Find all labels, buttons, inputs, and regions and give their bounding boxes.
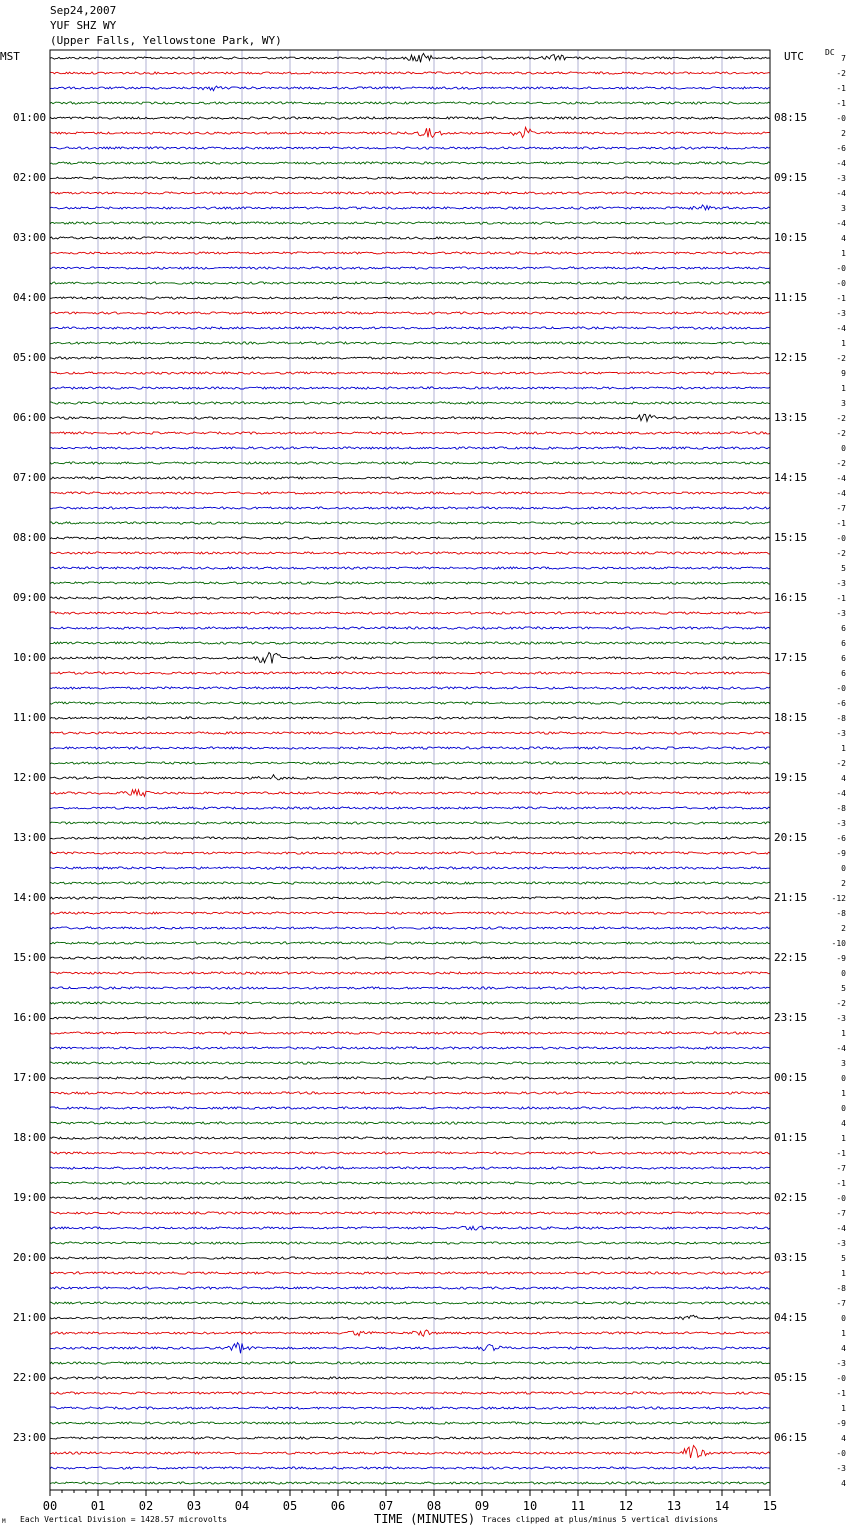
trace-line (50, 297, 770, 299)
dc-offset-label: 7 (841, 54, 846, 63)
left-hour-label: 05:00 (13, 351, 47, 364)
trace-line (50, 627, 770, 629)
trace-line (50, 822, 770, 824)
dc-offset-label: 4 (841, 234, 846, 243)
dc-offset-label: -3 (836, 309, 846, 318)
trace-line (50, 1197, 770, 1199)
dc-offset-label: 1 (841, 1269, 846, 1278)
trace-line (50, 1467, 770, 1469)
dc-offset-label: -1 (836, 84, 846, 93)
x-axis (43, 1490, 777, 1513)
dc-offset-label: -1 (836, 294, 846, 303)
dc-offset-label: 3 (841, 1059, 846, 1068)
dc-offset-label: -6 (836, 834, 846, 843)
right-hour-label: 19:15 (774, 771, 808, 784)
dc-offset-label: -8 (836, 909, 846, 918)
dc-offset-label: -1 (836, 1149, 846, 1158)
trace-line (50, 1287, 770, 1289)
dc-offset-label: -7 (836, 1299, 846, 1308)
trace-line (50, 1167, 770, 1169)
right-hour-label: 15:15 (774, 531, 808, 544)
left-timezone-label: MST (0, 50, 20, 63)
trace-line (50, 432, 770, 434)
trace-line (50, 687, 770, 689)
x-tick-label: 04 (234, 1499, 250, 1513)
x-tick-label: 05 (282, 1499, 298, 1513)
x-tick-label: 13 (666, 1499, 682, 1513)
trace-line (50, 582, 770, 584)
dc-offset-label: -3 (836, 609, 846, 618)
vertical-division-note: Each Vertical Division = 1428.57 microvolts (20, 1515, 228, 1524)
trace-line (50, 53, 770, 62)
dc-offset-label: -2 (836, 759, 846, 768)
trace-line (50, 897, 770, 899)
x-tick-label: 01 (90, 1499, 106, 1513)
right-hour-label: 00:15 (774, 1071, 808, 1084)
right-hour-label: 01:15 (774, 1131, 808, 1144)
x-tick-label: 09 (474, 1499, 490, 1513)
trace-line (50, 1137, 770, 1139)
dc-offset-label: 4 (841, 1479, 846, 1488)
trace-line (50, 1330, 770, 1336)
station-location: (Upper Falls, Yellowstone Park, WY) (50, 34, 282, 47)
right-hour-label: 03:15 (774, 1251, 808, 1264)
dc-offset-label: -9 (836, 849, 846, 858)
trace-line (50, 147, 770, 149)
trace-line (50, 1002, 770, 1004)
trace-line (50, 552, 770, 554)
trace-line (50, 747, 770, 749)
trace-line (50, 507, 770, 509)
dc-offset-label: 1 (841, 1404, 846, 1413)
dc-offset-label: -4 (836, 189, 846, 198)
dc-offset-label: 0 (841, 444, 846, 453)
trace-line (50, 597, 770, 599)
left-hour-label: 09:00 (13, 591, 47, 604)
trace-line (50, 537, 770, 539)
dc-offset-label: 3 (841, 399, 846, 408)
trace-line (50, 1047, 770, 1049)
x-tick-label: 07 (378, 1499, 394, 1513)
trace-line (50, 1302, 770, 1304)
dc-offset-label: -8 (836, 714, 846, 723)
right-hour-label: 12:15 (774, 351, 808, 364)
dc-offset-label: -9 (836, 1419, 846, 1428)
dc-offset-label: -8 (836, 1284, 846, 1293)
dc-offset-label: -7 (836, 1164, 846, 1173)
trace-line (50, 414, 770, 421)
trace-line (50, 267, 770, 269)
x-tick-label: 12 (618, 1499, 634, 1513)
trace-line (50, 177, 770, 179)
right-hour-label: 16:15 (774, 591, 808, 604)
trace-line (50, 327, 770, 329)
trace-line (50, 1422, 770, 1424)
trace-line (50, 1257, 770, 1259)
dc-offset-label: 4 (841, 774, 846, 783)
right-hour-label: 18:15 (774, 711, 808, 724)
dc-offset-label: -4 (836, 789, 846, 798)
trace-line (50, 1392, 770, 1394)
dc-offset-label: -4 (836, 159, 846, 168)
dc-offset-label: -0 (836, 534, 846, 543)
right-hour-label: 20:15 (774, 831, 808, 844)
trace-line (50, 1077, 770, 1079)
trace-line (50, 567, 770, 569)
trace-line (50, 987, 770, 989)
dc-offset-label: 5 (841, 564, 846, 573)
trace-line (50, 672, 770, 674)
left-hour-label: 01:00 (13, 111, 47, 124)
x-tick-label: 15 (762, 1499, 778, 1513)
dc-offset-label: 5 (841, 1254, 846, 1263)
dc-offset-label: -3 (836, 729, 846, 738)
trace-line (50, 652, 770, 663)
dc-offset-label: 1 (841, 1134, 846, 1143)
dc-offset-label: 2 (841, 879, 846, 888)
dc-offset-label: -6 (836, 699, 846, 708)
left-hour-label: 16:00 (13, 1011, 47, 1024)
trace-line (50, 1362, 770, 1364)
right-hour-label: 08:15 (774, 111, 808, 124)
dc-offset-header: DC (825, 48, 835, 57)
trace-line (50, 775, 770, 780)
trace-line (50, 942, 770, 944)
trace-line (50, 447, 770, 449)
trace-line (50, 612, 770, 614)
trace-line (50, 1092, 770, 1094)
trace-line (50, 1242, 770, 1244)
dc-offset-label: 0 (841, 1104, 846, 1113)
dc-offset-label: 6 (841, 654, 846, 663)
left-hour-label: 12:00 (13, 771, 47, 784)
dc-offset-label: 0 (841, 1074, 846, 1083)
dc-offset-label: 5 (841, 984, 846, 993)
trace-line (50, 102, 770, 104)
trace-line (50, 1212, 770, 1214)
trace-line (50, 927, 770, 929)
trace-line (50, 127, 770, 137)
dc-offset-label: 4 (841, 1344, 846, 1353)
dc-offset-label: -3 (836, 1014, 846, 1023)
left-hour-label: 17:00 (13, 1071, 47, 1084)
trace-line (50, 72, 770, 74)
dc-offset-label: -7 (836, 1209, 846, 1218)
right-hour-label: 23:15 (774, 1011, 808, 1024)
trace-line (50, 1226, 770, 1230)
dc-offset-label: -3 (836, 579, 846, 588)
left-hour-label: 04:00 (13, 291, 47, 304)
trace-line (50, 1032, 770, 1034)
left-hour-label: 10:00 (13, 651, 47, 664)
minute-gridlines (98, 50, 722, 1490)
left-hour-label: 13:00 (13, 831, 47, 844)
trace-line (50, 222, 770, 224)
dc-offset-label: 1 (841, 744, 846, 753)
dc-offset-label: -1 (836, 1389, 846, 1398)
trace-line (50, 162, 770, 164)
dc-offset-label: -4 (836, 489, 846, 498)
trace-line (50, 1062, 770, 1064)
trace-line (50, 762, 770, 764)
trace-line (50, 912, 770, 914)
dc-offset-label: 1 (841, 1029, 846, 1038)
trace-line (50, 462, 770, 464)
x-tick-label: 08 (426, 1499, 442, 1513)
right-hour-label: 22:15 (774, 951, 808, 964)
dc-offset-label: -3 (836, 174, 846, 183)
left-hour-label: 20:00 (13, 1251, 47, 1264)
trace-line (50, 1017, 770, 1019)
dc-offset-label: -6 (836, 144, 846, 153)
dc-offset-label: 6 (841, 624, 846, 633)
seismic-traces (50, 53, 770, 1484)
trace-line (50, 837, 770, 839)
trace-line (50, 357, 770, 359)
dc-offset-label: 0 (841, 1314, 846, 1323)
trace-line (50, 1437, 770, 1439)
left-hour-label: 11:00 (13, 711, 47, 724)
dc-offset-label: -0 (836, 114, 846, 123)
dc-offset-label: -2 (836, 69, 846, 78)
right-hour-label: 04:15 (774, 1311, 808, 1324)
trace-line (50, 957, 770, 959)
dc-offset-label: 2 (841, 924, 846, 933)
left-hour-label: 18:00 (13, 1131, 47, 1144)
dc-offset-label: -2 (836, 429, 846, 438)
x-tick-label: 02 (138, 1499, 154, 1513)
dc-offset-label: -10 (831, 939, 846, 948)
dc-offset-label: 1 (841, 384, 846, 393)
trace-line (50, 342, 770, 344)
trace-line (50, 732, 770, 734)
trace-line (50, 372, 770, 374)
trace-line (50, 972, 770, 974)
dc-offset-label: -1 (836, 1179, 846, 1188)
trace-line (50, 702, 770, 704)
trace-line (50, 1482, 770, 1484)
trace-line (50, 852, 770, 854)
trace-line (50, 1152, 770, 1154)
dc-offset-label: -0 (836, 1449, 846, 1458)
x-tick-label: 10 (522, 1499, 538, 1513)
trace-line (50, 1446, 770, 1459)
dc-offset-label: -2 (836, 999, 846, 1008)
dc-offset-label: 4 (841, 1119, 846, 1128)
trace-line (50, 237, 770, 239)
dc-offset-label: -4 (836, 1224, 846, 1233)
trace-line (50, 252, 770, 254)
right-timezone-label: UTC (784, 50, 804, 63)
trace-line (50, 86, 770, 91)
dc-offset-label: 1 (841, 1329, 846, 1338)
dc-offset-label: -4 (836, 474, 846, 483)
trace-line (50, 312, 770, 314)
dc-offset-label: -2 (836, 549, 846, 558)
clipping-note: Traces clipped at plus/minus 5 vertical divisions (482, 1515, 719, 1524)
right-hour-label: 17:15 (774, 651, 808, 664)
dc-offset-label: -2 (836, 414, 846, 423)
station-code: YUF SHZ WY (50, 19, 117, 32)
right-hour-label: 06:15 (774, 1431, 808, 1444)
dc-offset-label: -0 (836, 1374, 846, 1383)
right-hour-label: 14:15 (774, 471, 808, 484)
dc-offset-label: -2 (836, 354, 846, 363)
left-hour-label: 03:00 (13, 231, 47, 244)
dc-offset-label: 9 (841, 369, 846, 378)
dc-offset-label: 6 (841, 639, 846, 648)
x-tick-label: 11 (570, 1499, 586, 1513)
trace-line (50, 282, 770, 284)
dc-offset-label: -3 (836, 819, 846, 828)
trace-line (50, 205, 770, 210)
dc-offset-label: -3 (836, 1464, 846, 1473)
x-tick-label: 00 (42, 1499, 58, 1513)
dc-offset-label: -0 (836, 264, 846, 273)
trace-line (50, 1407, 770, 1409)
dc-offset-label: -4 (836, 324, 846, 333)
dc-offset-label: 0 (841, 864, 846, 873)
dc-offset-label: -0 (836, 684, 846, 693)
trace-line (50, 1272, 770, 1274)
dc-offset-label: -9 (836, 954, 846, 963)
dc-offset-label: 1 (841, 339, 846, 348)
left-hour-label: 14:00 (13, 891, 47, 904)
left-hour-label: 23:00 (13, 1431, 47, 1444)
right-hour-label: 05:15 (774, 1371, 808, 1384)
left-hour-label: 22:00 (13, 1371, 47, 1384)
dc-offset-label: 0 (841, 969, 846, 978)
right-hour-label: 09:15 (774, 171, 808, 184)
dc-offset-label: -1 (836, 519, 846, 528)
dc-offset-label: -4 (836, 219, 846, 228)
trace-line (50, 1182, 770, 1184)
left-hour-label: 08:00 (13, 531, 47, 544)
dc-offset-label: -3 (836, 1239, 846, 1248)
dc-offset-label: -4 (836, 1044, 846, 1053)
trace-line (50, 1122, 770, 1124)
dc-offset-label: -2 (836, 459, 846, 468)
x-tick-label: 06 (330, 1499, 346, 1513)
dc-offset-label: -0 (836, 1194, 846, 1203)
right-hour-label: 13:15 (774, 411, 808, 424)
trace-line (50, 117, 770, 119)
recording-date: Sep24,2007 (50, 4, 117, 17)
corner-mark: M (2, 1518, 6, 1525)
dc-offset-label: -1 (836, 594, 846, 603)
x-tick-label: 14 (714, 1499, 730, 1513)
dc-offset-label: -12 (831, 894, 846, 903)
left-hour-label: 06:00 (13, 411, 47, 424)
dc-offset-label: -3 (836, 1359, 846, 1368)
trace-line (50, 807, 770, 809)
x-tick-label: 03 (186, 1499, 202, 1513)
dc-offset-label: 2 (841, 129, 846, 138)
dc-offset-label: 1 (841, 1089, 846, 1098)
right-hour-label: 02:15 (774, 1191, 808, 1204)
dc-offset-label: -7 (836, 504, 846, 513)
left-hour-label: 21:00 (13, 1311, 47, 1324)
right-hour-label: 21:15 (774, 891, 808, 904)
dc-offset-label: 1 (841, 249, 846, 258)
trace-line (50, 642, 770, 644)
trace-line (50, 1107, 770, 1109)
dc-offset-label: -8 (836, 804, 846, 813)
dc-offset-label: 3 (841, 204, 846, 213)
trace-line (50, 1343, 770, 1354)
trace-line (50, 192, 770, 194)
trace-line (50, 717, 770, 719)
trace-line (50, 387, 770, 389)
trace-line (50, 867, 770, 869)
left-hour-label: 15:00 (13, 951, 47, 964)
trace-line (50, 492, 770, 494)
dc-offset-label: -0 (836, 279, 846, 288)
dc-offset-label: 4 (841, 1434, 846, 1443)
right-hour-label: 10:15 (774, 231, 808, 244)
dc-offset-label: -1 (836, 99, 846, 108)
right-hour-label: 11:15 (774, 291, 808, 304)
trace-line (50, 522, 770, 524)
trace-line (50, 882, 770, 884)
left-hour-label: 07:00 (13, 471, 47, 484)
left-hour-label: 19:00 (13, 1191, 47, 1204)
trace-line (50, 1315, 770, 1319)
dc-offset-label: 6 (841, 669, 846, 678)
trace-line (50, 402, 770, 404)
x-axis-title: TIME (MINUTES) (374, 1512, 476, 1526)
left-hour-label: 02:00 (13, 171, 47, 184)
trace-line (50, 1377, 770, 1379)
trace-line (50, 477, 770, 479)
trace-line (50, 790, 770, 797)
